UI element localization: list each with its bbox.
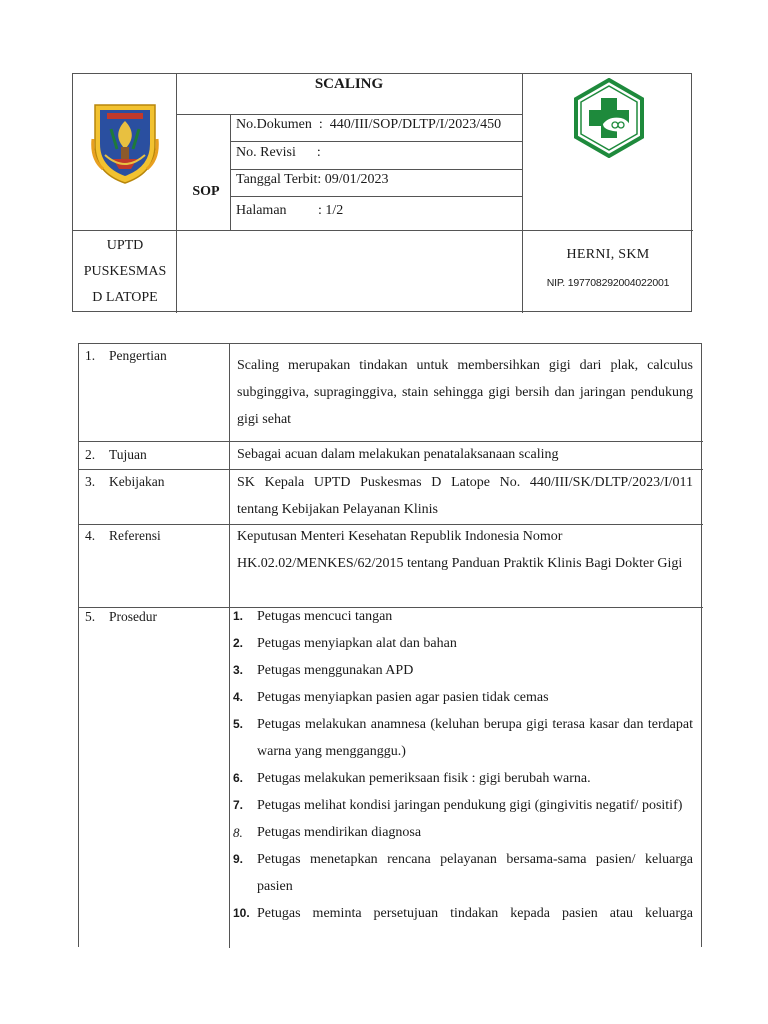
section-label-pengertian: 1. Pengertian (85, 348, 167, 363)
list-item: 10. Petugas meminta persetujuan tindakan kepada pasien atau keluarga (233, 906, 693, 921)
section-text-referensi: Keputusan Menteri Kesehatan Republik Indonesia Nomor HK.02.02/MENKES/62/2015 tentang Panduan Praktik Klinis Bagi Dokter Gigi (237, 529, 683, 571)
list-item: 5. Petugas melakukan anamnesa (keluhan berupa gigi terasa kasar dan terdapat warna yang mengganggu.) (233, 717, 693, 759)
meta-issue-date: Tanggal Terbit: 09/01/2023 (236, 172, 389, 187)
meta-page: Halaman : 1/2 (236, 203, 344, 218)
section-text-pengertian: Scaling merupakan tindakan untuk membersihkan gigi dari plak, calculus subginggiva, supraginggiva, stain sehingga gigi bersih dan jaringan pendukung gigi sehat (237, 358, 693, 427)
signatory-name: HERNI, SKM (566, 247, 650, 262)
meta-revision: No. Revisi : (236, 145, 321, 160)
sop-label: SOP (192, 184, 220, 199)
sop-header-table (72, 73, 692, 312)
document-title: SCALING (314, 76, 384, 92)
organization-name: UPTD PUSKESMAS D LATOPE (83, 238, 167, 305)
signatory-nip: NIP. 197708292004022001 (546, 277, 670, 289)
section-label-prosedur: 5. Prosedur (85, 609, 157, 624)
list-item: 7. Petugas melihat kondisi jaringan pendukung gigi (gingivitis negatif/ positif) (233, 798, 683, 813)
list-item: 1. Petugas mencuci tangan (233, 609, 393, 624)
section-text-tujuan: Sebagai acuan dalam melakukan penatalaksanaan scaling (237, 447, 559, 462)
puskesmas-cross-icon (569, 78, 649, 158)
procedure-list (233, 603, 693, 927)
list-item: 2. Petugas menyiapkan alat dan bahan (233, 636, 457, 651)
regency-crest-icon (91, 99, 159, 185)
section-text-kebijakan: SK Kepala UPTD Puskesmas D Latope No. 440/III/SK/DLTP/2023/I/011 tentang Kebijakan Pelayanan Klinis (237, 475, 693, 517)
sop-content-table (78, 343, 702, 947)
list-item: 6. Petugas melakukan pemeriksaan fisik : gigi berubah warna. (233, 771, 591, 786)
list-item: 3. Petugas menggunakan APD (233, 663, 414, 678)
list-item: 8. Petugas mendirikan diagnosa (233, 825, 422, 840)
list-item: 9. Petugas menetapkan rencana pelayanan bersama-sama pasien/ keluarga pasien (233, 852, 693, 894)
section-label-tujuan: 2. Tujuan (85, 447, 147, 462)
meta-doc-number: No.Dokumen : 440/III/SOP/DLTP/I/2023/450 (236, 117, 502, 132)
section-label-kebijakan: 3. Kebijakan (85, 474, 165, 489)
section-label-referensi: 4. Referensi (85, 528, 161, 543)
list-item: 4. Petugas menyiapkan pasien agar pasien tidak cemas (233, 690, 549, 705)
